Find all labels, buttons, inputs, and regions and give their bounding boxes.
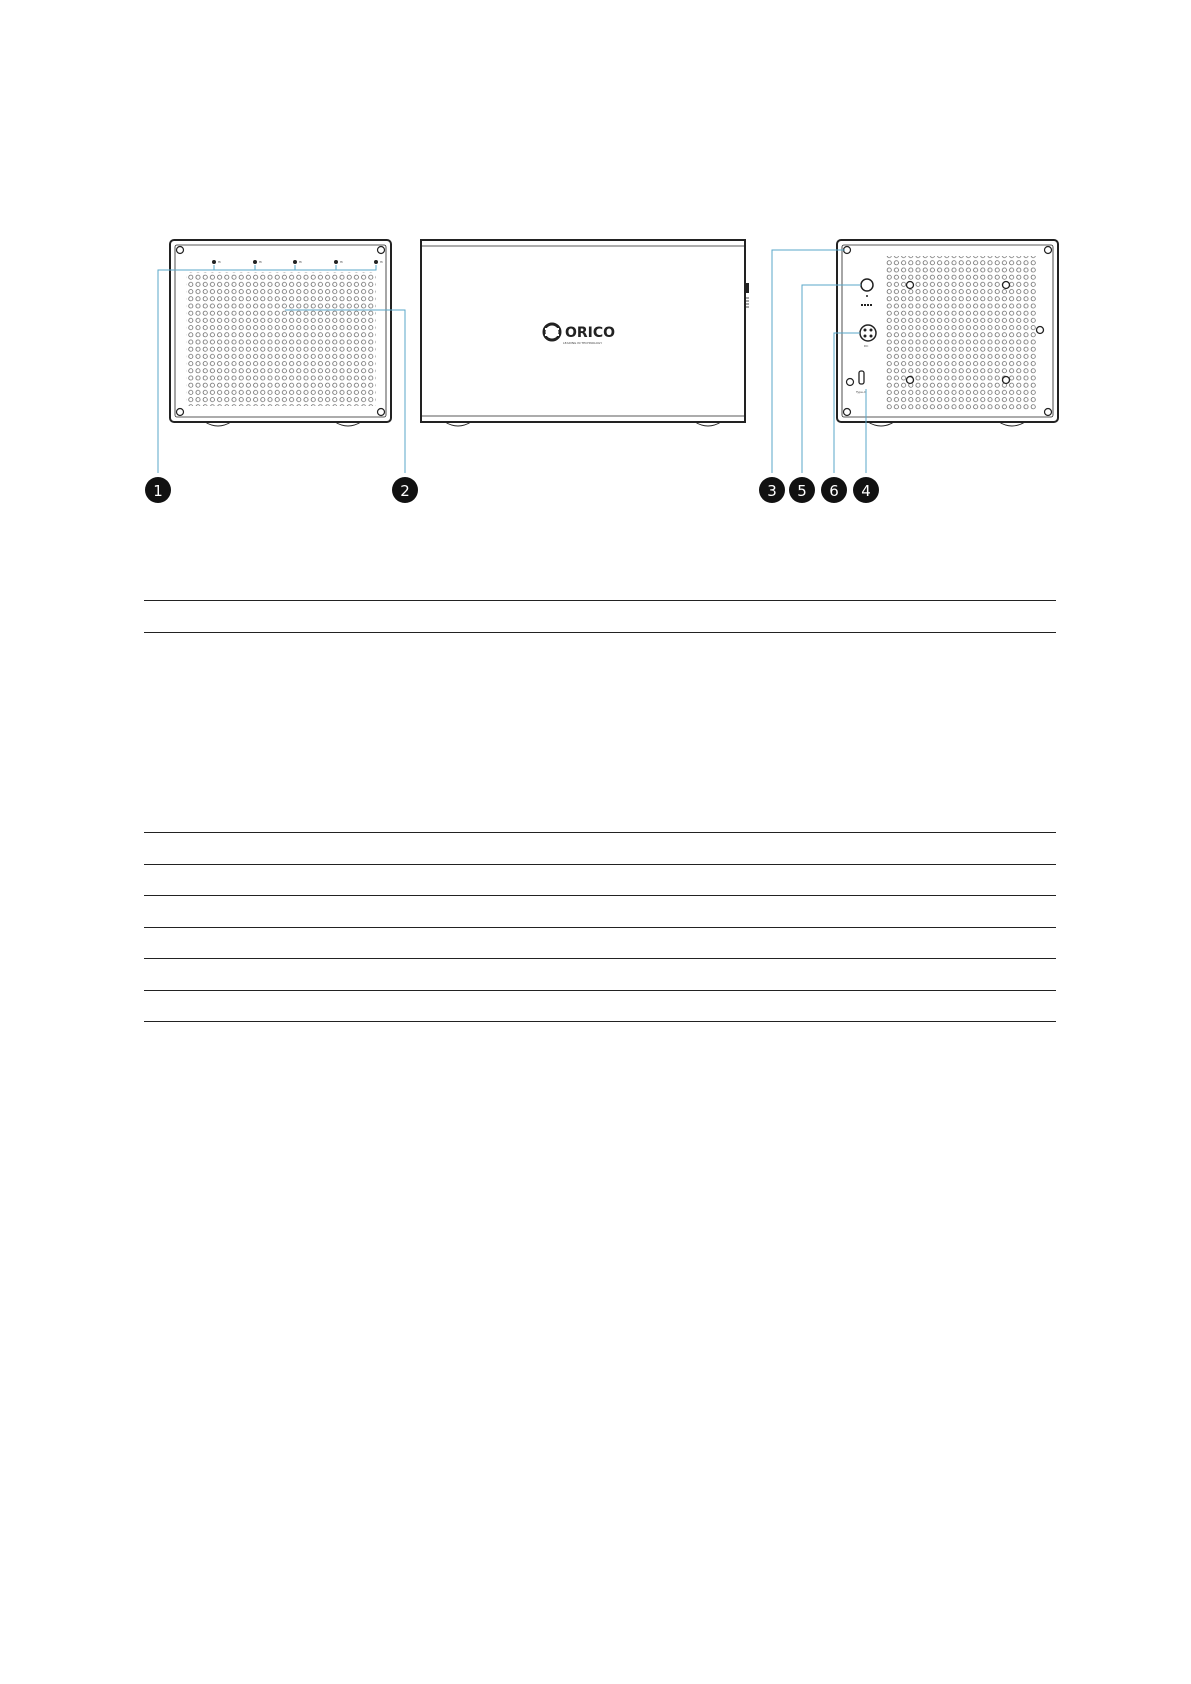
callout-badge-2 — [392, 477, 418, 503]
power-button — [861, 279, 873, 291]
svg-text:2: 2 — [400, 482, 410, 500]
brand-tagline: LEADING IN TECHNOLOGY — [563, 341, 603, 345]
callout-badge-4 — [853, 477, 879, 503]
table-rule — [144, 895, 1056, 896]
callout-badge-6 — [821, 477, 847, 503]
table-rule — [144, 632, 1056, 633]
dc-port-label: DC — [864, 344, 869, 348]
front-led-label: Hi — [218, 260, 222, 264]
callout-badge-5 — [789, 477, 815, 503]
callout-badge-1 — [145, 477, 171, 503]
rear-vent-grille — [886, 256, 1036, 410]
svg-text:6: 6 — [829, 482, 839, 500]
svg-text:4: 4 — [861, 482, 871, 500]
svg-text:5: 5 — [797, 482, 807, 500]
callout-badge-3 — [759, 477, 785, 503]
front-led-label: Hi — [380, 260, 384, 264]
usb-port-label: Type-C — [856, 390, 867, 394]
table-rule — [144, 832, 1056, 833]
table-rule — [144, 927, 1056, 928]
svg-text:3: 3 — [767, 482, 777, 500]
table-rule — [144, 958, 1056, 959]
svg-text:1: 1 — [153, 482, 163, 500]
table-rule — [144, 990, 1056, 991]
table-rule — [144, 1021, 1056, 1022]
rear-view — [837, 240, 1058, 426]
front-led-label: Hi — [299, 260, 303, 264]
front-view — [170, 240, 391, 426]
side-view — [421, 240, 749, 426]
table-rule — [144, 864, 1056, 865]
front-vent-grille — [186, 272, 376, 406]
front-led-label: Hi — [340, 260, 344, 264]
brand-logo-text: ORICO — [565, 325, 616, 341]
front-led-label: Hi — [259, 260, 263, 264]
table-rule — [144, 600, 1056, 601]
